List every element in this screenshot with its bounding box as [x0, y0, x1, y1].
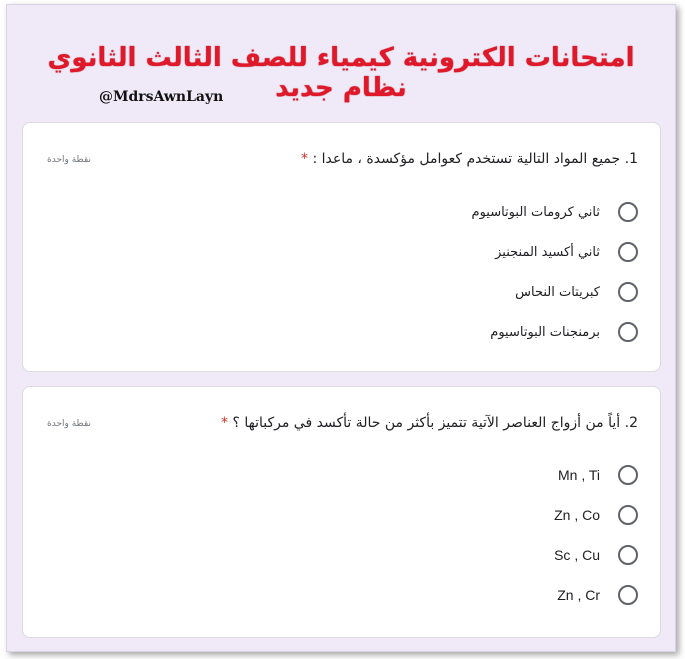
option-label: Sc , Cu: [554, 547, 600, 563]
option-2[interactable]: [554, 503, 638, 527]
question-card-1: [22, 122, 661, 372]
question-points: نقطة واحدة: [47, 419, 91, 429]
radio-button[interactable]: [618, 505, 638, 525]
radio-button[interactable]: [618, 242, 638, 262]
required-asterisk: *: [300, 151, 308, 167]
option-2[interactable]: [495, 240, 638, 264]
option-4[interactable]: [557, 583, 638, 607]
option-1[interactable]: [472, 200, 638, 224]
radio-button[interactable]: [618, 545, 638, 565]
option-3[interactable]: [554, 543, 638, 567]
question-text: 2. أياً من أزواج العناصر الآتية تتميز بأكثر من حالة تأكسد في مركباتها ؟ *: [221, 415, 638, 431]
header-banner: [7, 5, 675, 117]
radio-button[interactable]: [618, 282, 638, 302]
option-label: ثاني كرومات البوتاسيوم: [471, 204, 600, 220]
option-label: Zn , Co: [554, 507, 600, 523]
option-label: برمنجنات البوتاسيوم: [490, 324, 600, 340]
question-text: 1. جميع المواد التالية تستخدم كعوامل مؤكسدة ، ماعدا : *: [300, 151, 638, 167]
option-4[interactable]: [490, 320, 638, 344]
channel-handle: @MdrsAwnLayn: [99, 89, 224, 105]
option-label: Mn , Ti: [557, 467, 600, 483]
option-1[interactable]: [558, 463, 638, 487]
required-asterisk: *: [221, 415, 229, 431]
question-points: نقطة واحدة: [47, 155, 91, 165]
option-label: ثاني أكسيد المنجنيز: [495, 244, 600, 260]
question-card-2: [22, 386, 661, 638]
option-label: Zn , Cr: [557, 587, 600, 603]
radio-button[interactable]: [618, 585, 638, 605]
question-header: [43, 415, 638, 439]
radio-button[interactable]: [618, 322, 638, 342]
radio-button[interactable]: [618, 465, 638, 485]
form-frame: [6, 4, 676, 652]
radio-button[interactable]: [618, 202, 638, 222]
page-title: امتحانات الكترونية كيمياء للصف الثالث الثانوي نظام جديد: [47, 43, 635, 103]
option-label: كبريتات النحاس: [515, 284, 600, 300]
option-3[interactable]: [515, 280, 638, 304]
question-header: [43, 151, 638, 175]
